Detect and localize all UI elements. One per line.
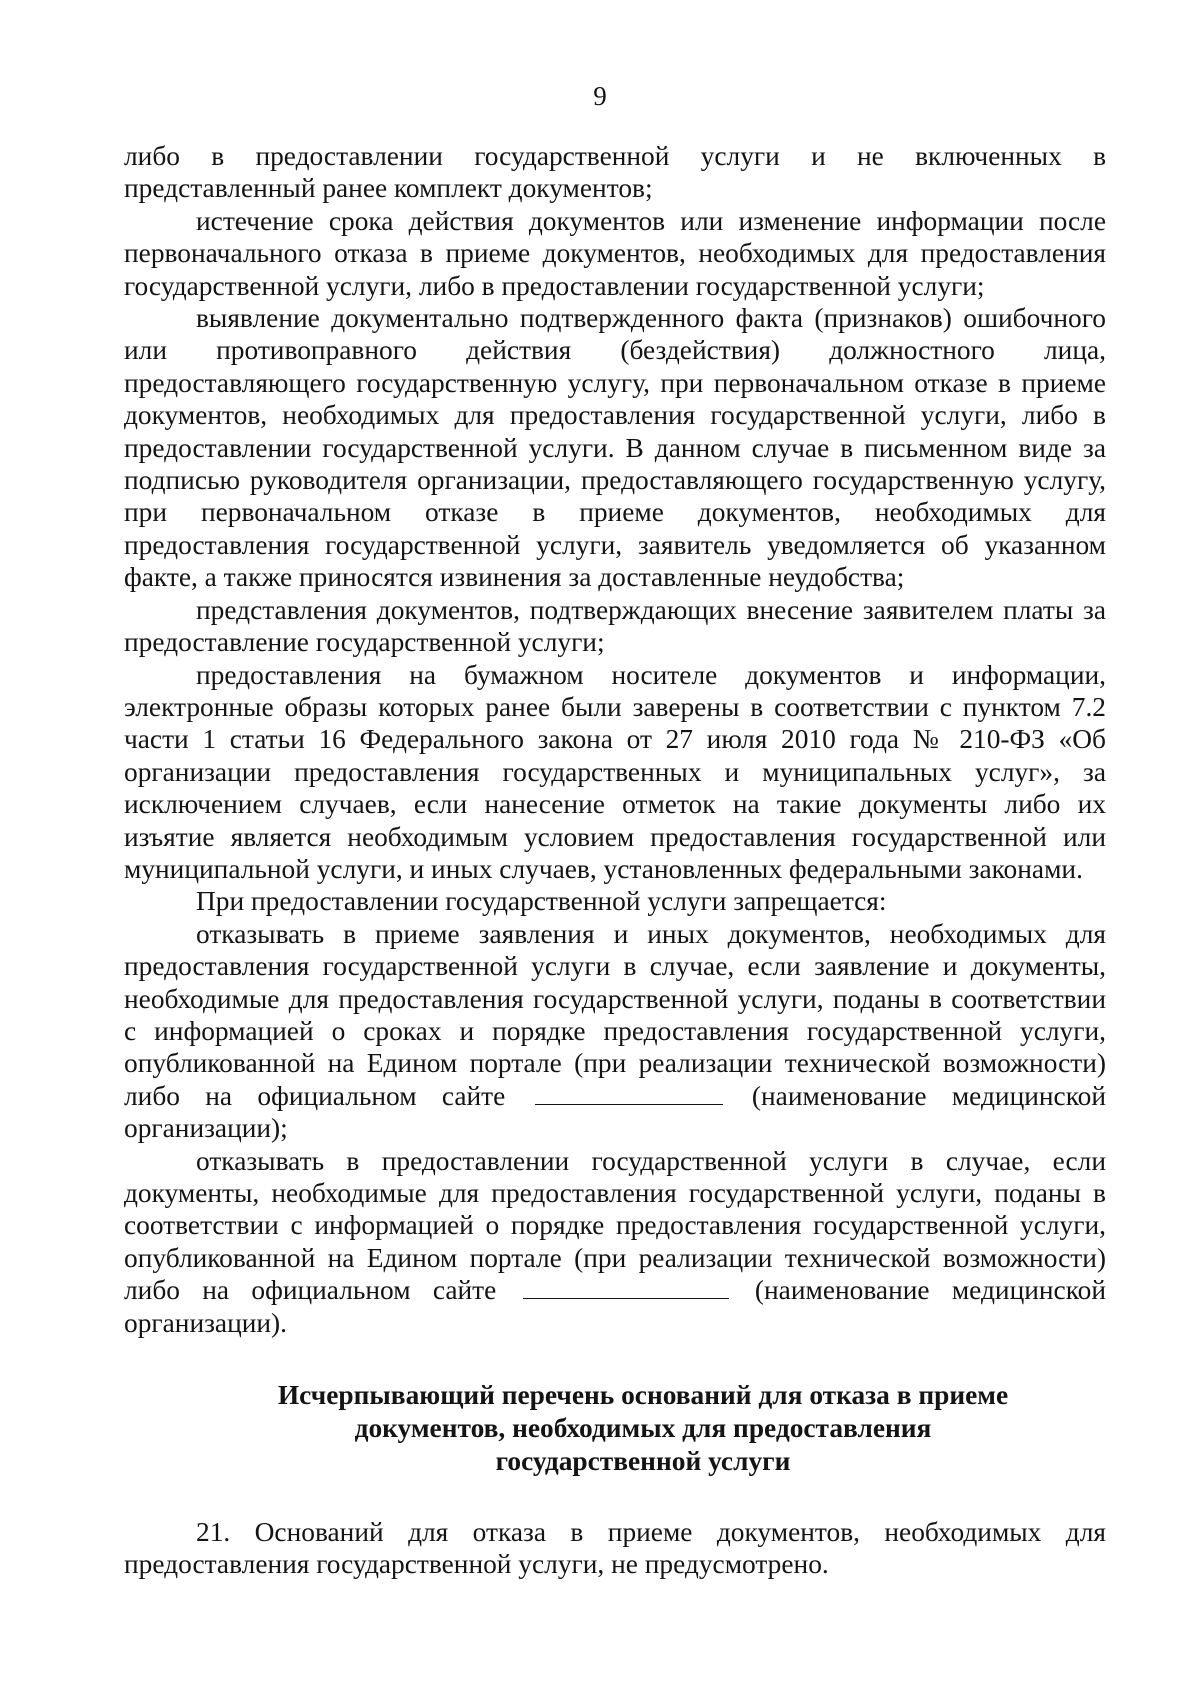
paragraph-paper-documents: предоставления на бумажном носителе документов и информации, электронные образы которых ранее были заверены в соответствии с пунктом 7.2 части 1 статьи 16 Федерального закона от 27 июля 2010 года № 210-ФЗ «Об организации предоставления государственных и муниципальных услуг», за исключением случаев, если нанесение отметок на такие документы либо их изъятие является необходимым условием предоставления государственной или муниципальной услуги, и иных случаев, установленных федеральными законами. (124, 659, 1106, 884)
paragraph-prohibition-reception (124, 918, 1106, 1145)
paragraph-continuation: либо в предоставлении государственной услуги и не включенных в представленный ранее комплект документов; (124, 141, 1106, 204)
heading-line: Исчерпывающий перечень оснований для отказа в приеме (277, 1380, 1009, 1411)
paragraph-expiry: истечение срока действия документов или изменение информации после первоначального отказа в приеме документов, необходимых для предоставления государственной услуги, либо в предоставлении государственной услуги; (124, 205, 1106, 301)
paragraph-error-detection: выявление документально подтвержденного факта (признаков) ошибочного или противоправного действия (бездействия) должностного лица, предоставляющего государственную услугу, при первоначальном отказе в приеме документов, необходимых для предоставления государственной услуги, либо в предоставлении государственной услуги. В данном случае в письменном виде за подписью руководителя организации, предоставляющего государственную услугу, при первоначальном отказе в приеме документов, необходимых для предоставления государственной услуги, заявитель уведомляется об указанном факте, а также приносятся извинения за доставленные неудобства; (124, 303, 1106, 593)
prohibition-provision-tail: (наименование медицинской организации). (124, 1275, 1106, 1338)
paragraph-payment-documents: представления документов, подтверждающих внесение заявителем платы за предоставление государственной услуги; (124, 594, 1106, 658)
paragraph-prohibitions-intro: При предоставлении государственной услуги запрещается: (196, 886, 887, 917)
document-body (124, 140, 1106, 1581)
website-blank-line (523, 1296, 729, 1299)
heading-line: документов, необходимых для предоставления (354, 1413, 932, 1444)
prohibition-reception-tail: (наименование медицинской организации); (124, 1080, 1106, 1144)
heading-line: государственной услуги (495, 1446, 791, 1477)
website-blank-line (535, 1102, 723, 1105)
prohibition-reception-text: отказывать в приеме заявления и иных документов, необходимых для предоставления государственной услуги в случае, если заявление и документы, необходимые для предоставления государственной услуги, поданы в соответствии с информацией о сроках и порядке предоставления государственной услуги, опубликованной на Едином портале (при реализации технической возможности) либо на официальном сайте (124, 918, 1106, 1111)
section-heading (124, 1379, 1106, 1478)
page-number: 9 (593, 81, 607, 111)
prohibition-provision-text: отказывать в предоставлении государственной услуги в случае, если документы, необходимые для предоставления государственной услуги, поданы в соответствии с информацией о порядке предоставления государственной услуги, опубликованной на Едином портале (при реализации технической возможности) либо на официальном сайте (124, 1145, 1106, 1306)
paragraph-prohibition-provision (124, 1145, 1106, 1339)
paragraph-21: 21. Оснований для отказа в приеме документов, необходимых для предоставления государственной услуги, не предусмотрено. (124, 1517, 1106, 1580)
